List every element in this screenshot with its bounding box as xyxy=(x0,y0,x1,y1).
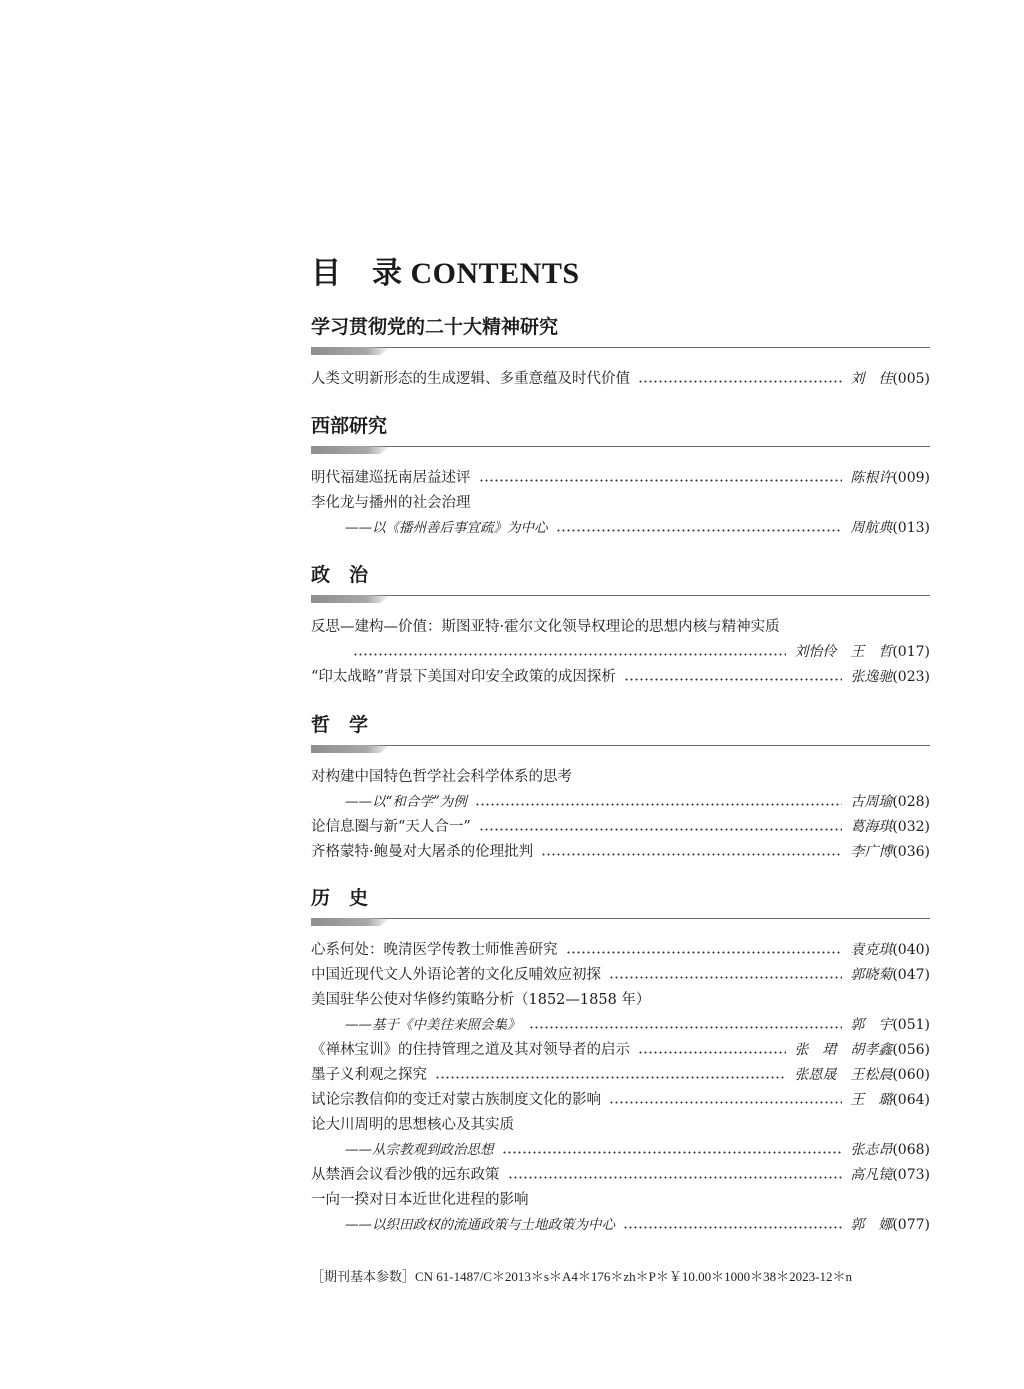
toc-entry[interactable] xyxy=(311,466,930,491)
dot-leader xyxy=(502,1151,843,1155)
toc-entry[interactable] xyxy=(311,367,930,392)
entry-title: 试论宗教信仰的变迁对蒙古族制度文化的影响 xyxy=(311,1092,601,1108)
entry-page: (073) xyxy=(892,1167,930,1183)
entry-author: 刘 佳 xyxy=(850,371,893,387)
entry-author: 张 珺 胡孝鑫 xyxy=(794,1042,893,1058)
entry-page: (047) xyxy=(892,967,930,983)
entry-author: 周航典 xyxy=(850,520,893,536)
toc-entry[interactable] xyxy=(311,790,930,815)
entry-author: 袁克琪 xyxy=(850,942,893,958)
entry-title: 美国驻华公使对华修约策略分析（1852—1858 年） xyxy=(311,992,651,1008)
entry-page: (028) xyxy=(892,794,930,810)
entry-title: 明代福建巡抚南居益述评 xyxy=(311,470,471,486)
toc-entry[interactable] xyxy=(311,938,930,963)
entry-title: 反思—建构—价值：斯图亚特·霍尔文化领导权理论的思想内核与精神实质 xyxy=(311,619,780,635)
entry-title: ——从宗教观到政治思想 xyxy=(345,1142,494,1158)
section-rule xyxy=(311,745,930,755)
entry-page: (077) xyxy=(892,1217,930,1233)
entry-author: 刘怡伶 王 哲 xyxy=(794,644,893,660)
entry-list xyxy=(311,765,930,865)
section-title: 哲 学 xyxy=(311,714,369,736)
dot-leader xyxy=(529,1026,843,1030)
section-rule xyxy=(311,347,930,357)
toc-entry[interactable] xyxy=(311,840,930,865)
dot-leader xyxy=(638,1051,786,1055)
entry-title: 中国近现代文人外语论著的文化反哺效应初探 xyxy=(311,967,601,983)
entry-author: 王 璐 xyxy=(850,1092,893,1108)
entry-title: 李化龙与播州的社会治理 xyxy=(311,495,471,511)
toc-entry[interactable] xyxy=(311,988,930,1013)
toc-section xyxy=(311,884,930,1238)
section-rule xyxy=(311,595,930,605)
toc-section xyxy=(311,412,930,541)
dot-leader xyxy=(541,853,842,857)
entry-title: ——以织田政权的流通政策与土地政策为中心 xyxy=(345,1217,615,1233)
toc-section xyxy=(311,313,930,392)
toc-entry[interactable] xyxy=(311,1063,930,1088)
entry-title: ——以《播州善后事宜疏》为中心 xyxy=(345,520,548,536)
entry-page: (013) xyxy=(892,520,930,536)
dot-leader xyxy=(609,976,842,980)
entry-title: 人类文明新形态的生成逻辑、多重意蕴及时代价值 xyxy=(311,371,630,387)
entry-title: 齐格蒙特·鲍曼对大屠杀的伦理批判 xyxy=(311,844,534,860)
entry-title: 论大川周明的思想核心及其实质 xyxy=(311,1117,514,1133)
section-title: 西部研究 xyxy=(311,415,388,437)
dot-leader xyxy=(624,678,843,682)
entry-page: (056) xyxy=(892,1042,930,1058)
toc-entry[interactable] xyxy=(311,1163,930,1188)
dot-leader xyxy=(479,479,843,483)
entry-page: (032) xyxy=(892,819,930,835)
dot-leader xyxy=(479,828,843,832)
entry-list xyxy=(311,615,930,690)
entry-title: 对构建中国特色哲学社会科学体系的思考 xyxy=(311,769,572,785)
entry-title: 墨子义利观之探究 xyxy=(311,1067,427,1083)
entry-title: 论信息圈与新“天人合一” xyxy=(311,819,471,835)
entry-title: ——以“和合学”为例 xyxy=(345,794,467,810)
toc-entry[interactable] xyxy=(311,963,930,988)
journal-parameters-footer: ［期刊基本参数］CN 61-1487/C＊2013＊s＊A4＊176＊zh＊P＊￥10.00＊1000＊38＊2023-12＊n xyxy=(311,1269,852,1284)
dot-leader xyxy=(566,951,843,955)
toc-entry[interactable] xyxy=(311,1038,930,1063)
dot-leader xyxy=(623,1226,842,1230)
entry-page: (064) xyxy=(892,1092,930,1108)
dot-leader xyxy=(609,1101,842,1105)
toc-entry[interactable] xyxy=(311,1188,930,1213)
entry-title: 从禁酒会议看沙俄的远东政策 xyxy=(311,1167,500,1183)
entry-author: 李广博 xyxy=(850,844,893,860)
page-title: 目 录 CONTENTS xyxy=(311,257,580,290)
toc-entry[interactable] xyxy=(311,1138,930,1163)
dot-leader xyxy=(353,653,786,657)
toc-entry[interactable] xyxy=(311,1113,930,1138)
section-title: 学习贯彻党的二十大精神研究 xyxy=(311,316,559,338)
entry-author: 高凡镜 xyxy=(850,1167,893,1183)
toc-section xyxy=(311,711,930,865)
entry-title: “印太战略”背景下美国对印安全政策的成因探析 xyxy=(311,669,616,685)
toc-entry[interactable] xyxy=(311,1013,930,1038)
dot-leader xyxy=(638,380,842,384)
entry-author: 古周瑜 xyxy=(850,794,893,810)
entry-page: (051) xyxy=(892,1017,930,1033)
entry-author: 张志昂 xyxy=(850,1142,893,1158)
entry-author: 葛海琪 xyxy=(850,819,893,835)
entry-list xyxy=(311,466,930,541)
toc-entry[interactable] xyxy=(311,1088,930,1113)
toc-entry[interactable] xyxy=(311,1213,930,1238)
toc-entry[interactable] xyxy=(311,615,930,640)
dot-leader xyxy=(475,803,843,807)
toc-entry[interactable] xyxy=(311,491,930,516)
entry-title: 《禅林宝训》的住持管理之道及其对领导者的启示 xyxy=(311,1042,630,1058)
toc-entry[interactable] xyxy=(311,815,930,840)
entry-title: 一向一揆对日本近世化进程的影响 xyxy=(311,1192,529,1208)
entry-page: (040) xyxy=(892,942,930,958)
entry-author: 郭 宇 xyxy=(850,1017,893,1033)
toc-entry[interactable] xyxy=(311,765,930,790)
entry-page: (060) xyxy=(892,1067,930,1083)
entry-author: 郭 娜 xyxy=(850,1217,893,1233)
entry-page: (068) xyxy=(892,1142,930,1158)
entry-title: 心系何处：晚清医学传教士师惟善研究 xyxy=(311,942,558,958)
dot-leader xyxy=(556,529,843,533)
dot-leader xyxy=(508,1176,843,1180)
entry-author: 张逸驰 xyxy=(850,669,893,685)
toc-entry[interactable] xyxy=(311,640,930,665)
entry-page: (036) xyxy=(892,844,930,860)
dot-leader xyxy=(435,1076,786,1080)
toc-entry[interactable] xyxy=(311,665,930,690)
entry-list xyxy=(311,367,930,392)
entry-author: 陈根许 xyxy=(850,470,893,486)
entry-page: (009) xyxy=(892,470,930,486)
entry-page: (005) xyxy=(892,371,930,387)
entry-author: 张恩晟 王松晨 xyxy=(794,1067,893,1083)
entry-list xyxy=(311,938,930,1238)
entry-page: (017) xyxy=(892,644,930,660)
section-title: 历 史 xyxy=(311,887,369,909)
toc-section xyxy=(311,561,930,690)
toc-entry[interactable] xyxy=(311,516,930,541)
entry-title: ——基于《中美往来照会集》 xyxy=(345,1017,521,1033)
section-title: 政 治 xyxy=(311,564,369,586)
section-rule xyxy=(311,446,930,456)
section-rule xyxy=(311,918,930,928)
entry-author: 郭晓菊 xyxy=(850,967,893,983)
entry-page: (023) xyxy=(892,669,930,685)
